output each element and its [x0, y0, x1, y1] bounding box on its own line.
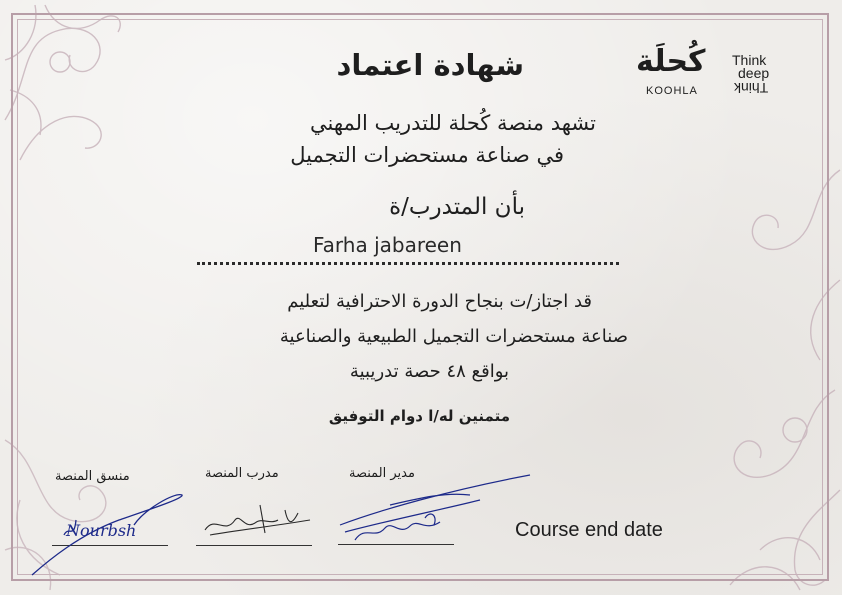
coordinator-label: منسق المنصة: [55, 469, 130, 484]
koohla-logo-arabic: كُحلَة: [636, 44, 706, 79]
platform-statement: تشهد منصة كُحلة للتدريب المهني: [309, 111, 596, 135]
course-subject: صناعة مستحضرات التجميل الطبيعية والصناعية: [279, 326, 628, 347]
course-end-date-label: Course end date: [515, 519, 663, 541]
trainer-signature-line: [196, 545, 312, 546]
field-statement: في صناعة مستحضرات التجميل: [290, 143, 564, 167]
trainee-name-dotted-line: [197, 262, 619, 269]
certificate-title: شهادة اعتماد: [336, 48, 524, 82]
trainee-name: Farha jabareen: [313, 233, 462, 257]
trainer-signature: [200, 495, 320, 545]
manager-signature: [330, 470, 540, 550]
coordinator-signature: [24, 490, 194, 580]
completion-statement: قد اجتاز/ت بنجاح الدورة الاحترافية لتعليم: [287, 291, 592, 312]
trainee-intro: بأن المتدرب/ة: [389, 194, 525, 220]
manager-label: مدير المنصة: [349, 466, 415, 481]
deep-logo: deep: [738, 65, 770, 81]
coordinator-signature-text: Nourbsh: [66, 521, 137, 540]
think-logo-flipped: Think: [734, 80, 769, 96]
trainer-label: مدرب المنصة: [205, 466, 279, 481]
think-logo-top: Think: [732, 52, 767, 68]
koohla-logo-latin: KOOHLA: [646, 85, 698, 97]
good-wishes: متمنين له/ا دوام التوفيق: [328, 407, 510, 425]
session-count: بواقع ٤٨ حصة تدريبية: [349, 361, 509, 382]
